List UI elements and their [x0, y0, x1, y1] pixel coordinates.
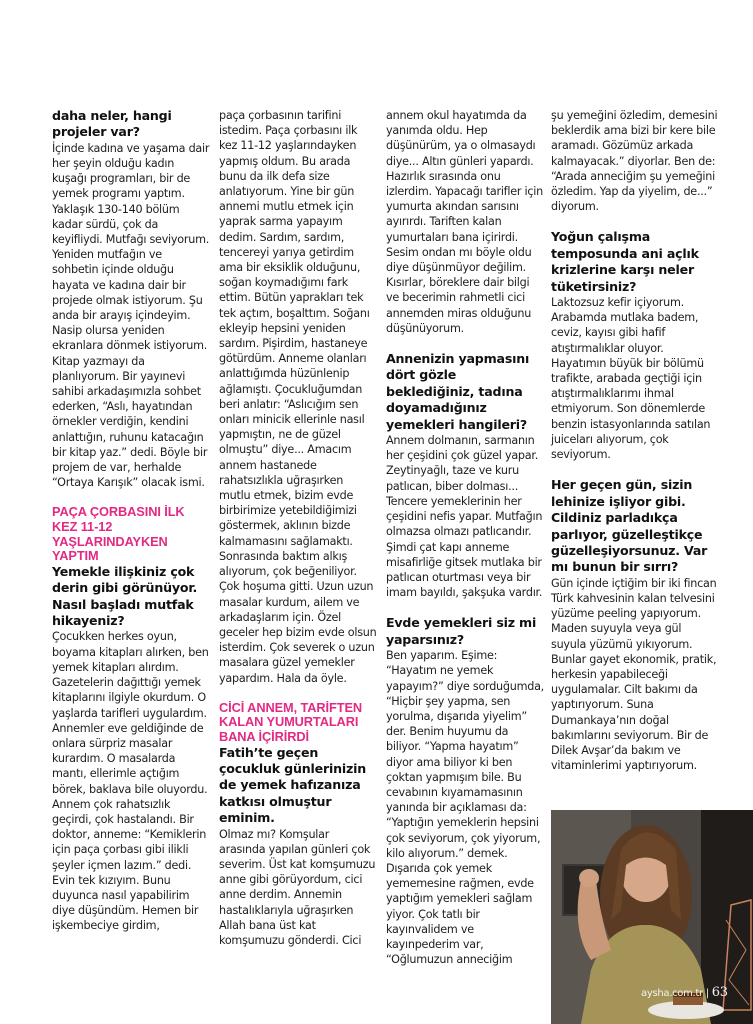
article-column-2: [219, 108, 377, 948]
question-heading: Annenizin yapmasını dört gözle beklediğiniz, tadına doyamadığınız yemekleri hangileri?: [386, 351, 530, 432]
answer-text: paça çorbasının tarifini istedim. Paça çorbasını ilk kez 11-12 yaşlarındayken yapmış oldum. Bu arada bunu da ilk defa size anlatıyorum. Yine bir gün annemi mutlu etmek için yaprak sarma yapayım dedim. Sardım, sardım, tencereyi yarıya getirdim ama bir eksiklik olduğunu, soğan koymadığımı fark ettim. Bütün yaprakları tek tek açtım, boşalttım. Soğanı ekleyip hepsini yeniden sardım. Pişirdim, hastaneye götürdüm. Anneme olanları anlattığımda hüzünlenip ağlamıştı. Çocukluğumdan beri anlatır: “Aslıcığım sen onları minicik ellerinle nasıl yapmıştın, ne de güzel olmuştu” diye... Amacım annem hastanede rahatsızlıkla uğraşırken mutlu etmek, bizim evde birbirimize yetebildiğimizi göstermek, aklının bizde kalmamasını sağlamaktı. Sonrasında baktım alkış alıyorum, çok beğeniliyor. Çok hoşuma gitti. Uzun uzun masalar kurdum, ailem ve arkadaşlarım için. Özel geceler hep bizim evde olsun isterdim. Çok severek o uzun masalara güzel yemekler yapardım. Hala da öyle.: [219, 109, 377, 685]
question-heading: Her geçen gün, sizin lehinize işliyor gibi. Cildiniz parladıkça parlıyor, güzelleştikçe güzelleşiyorsunuz. Var mı bunun bir sırrı?: [551, 477, 708, 575]
question-heading: Yoğun çalışma temposunda ani açlık krizlerine karşı neler tüketirsiniz?: [551, 229, 699, 294]
answer-text: Ben yaparım. Eşime: “Hayatım ne yemek yapayım?” diye sorduğumda, “Hiçbir şey yapma, sen yorulma, dışarıda yiyelim” der. Benim huyumu da biliyor. “Yapma hayatım” diyor ama biliyor ki ben çoktan yapmışım bile. Bu cevabının kıyamamasının yanında bir açıklaması da: “Yaptığın yemeklerin hepsini çok seviyorum, çok yiyorum, kilo alıyorum.” demek. Dışarıda çok yemek yememesine rağmen, evde yaptığım yemekleri sağlam yiyor. Çok tatlı bir kayınvalidem ve kayınpederim var, “Oğlumuzun anneciğim: [386, 649, 544, 967]
article-column-4: [551, 108, 719, 773]
section-heading: CİCİ ANNEM, TARİFTEN KALAN YUMURTALARI BANA İÇİRİRDİ: [219, 699, 363, 744]
answer-text: Gün içinde içtiğim bir iki fincan Türk kahvesinin kalan telvesini yüzüme peeling yapıyorum. Maden suyuyla veya gül suyula yüzümü yıkıyorum. Bunlar gayet ekonomik, pratik, herkesin yapabileceği uygulamalar. Cilt bakımı da yaptırıyorum. Suna Dumankaya’nın doğal bakımlarını seviyorum. Bir de Dilek Avşar’da bakım ve vitaminlerimi yaptırıyorum.: [551, 576, 717, 773]
magazine-website: aysha.com.tr: [641, 988, 703, 999]
question-heading: daha neler, hangi projeler var?: [52, 108, 172, 140]
answer-text: İçinde kadına ve yaşama dair her şeyin olduğu kadın kuşağı programları, bir de yemek programı yaptım. Yaklaşık 130-140 bölüm kadar sürdü, çok da keyifliydi. Mutfağı seviyorum. Yeniden mutfağın ve sohbetin içinde olduğu hayata ve kadına dair bir projede olmak istiyorum. Şu anda bir arayış içindeyim. Nasip olursa yeniden ekranlara dönmek istiyorum. Kitap yazmayı da planlıyorum. Bir yayınevi sahibi arkadaşımızla sohbet ederken, “Aslı, hayatından örnekler verdiğin, kendini anlattığın, ruhunu katacağın bir kitap yaz.” dedi. Böyle bir projem de var, herhalde “Ortaya Karışık” olacak ismi.: [52, 141, 210, 490]
page-footer: [641, 985, 728, 1000]
answer-text: Çocukken herkes oyun, boyama kitapları alırken, ben yemek kitapları alırdım. Gazetelerin dağıttığı yemek kitaplarını ilgiyle okurdum. O yaşlarda tarifleri uygulardım. Annemler eve geldiğinde de onlara sürpriz masalar kurardım. O masalarda mantı, ellerimle açtığım börek, baklava bile oluyordu. Annem çok rahatsızlık geçirdi, çok hastalandı. Bir doktor, anneme: “Kemiklerin için paça çorbası gibi ilikli şeyler içmen lazım.” dedi. Evin tek kızıyım. Bunu duyunca nasıl yapabilirim diye düşündüm. Hemen bir işkembeciye girdim,: [52, 630, 209, 933]
answer-text: Olmaz mı? Komşular arasında yapılan günleri çok severim. Üst kat komşumuzu anne gibi görüyordum, cici anne derdim. Annemin hastalıklarıyla uğraşırken Allah bana üst kat komşumuzu gönderdi. Cici: [219, 827, 376, 947]
page-number: 63: [711, 985, 728, 1000]
section-heading: PAÇA ÇORBASINI İLK KEZ 11-12 YAŞLARINDAYKEN YAPTIM: [52, 504, 185, 564]
article-column-3: [386, 108, 544, 967]
footer-separator: |: [705, 988, 709, 999]
answer-text: annem okul hayatımda da yanımda oldu. Hep düşünürüm, ya o olmasaydı diye... Altın günleri yapardı. Hazırlık sırasında onu izlerdim. Yapacağı tarifler için yumurta akından sarısını ayırırdı. Tariften kalan yumurtaları bana içirirdi. Sesim ondan mı böyle oldu diye düşünmüyor değilim. Kısırlar, böreklere dair bilgi ve becerimin rahmetli cici annemden miras olduğunu düşünüyorum.: [386, 109, 543, 335]
answer-text: Laktozsuz kefir içiyorum. Arabamda mutlaka badem, ceviz, kayısı gibi hafif atıştırmalıklar oluyor. Hayatımın büyük bir bölümü trafikte, arabada geçtiği için atıştırmalıklarımı ihmal etmiyorum. Son dönemlerde benzin istasyonlarında satılan juiceları alıyorum, çok seviyorum.: [551, 296, 711, 462]
question-heading: Fatih’te geçen çocukluk günlerinizin de yemek hafızanıza katkısı olmuştur eminim.: [219, 744, 366, 826]
question-heading: Yemekle ilişkiniz çok derin gibi görünüyor. Nasıl başladı mutfak hikayeniz?: [52, 563, 198, 629]
answer-text: Annem dolmanın, sarmanın her çeşidini çok güzel yapar. Zeytinyağlı, taze ve kuru patlıcan, biber dolması... Tencere yemeklerinin her çeşidini nefis yapar. Mutfağın olmazsa olmazı patlıcandır. Şimdi çat kapı anneme misafirliğe gitsek mutlaka bir patlıcan oturtması veya bir imam bayıldı, şakşuka vardır.: [386, 434, 543, 600]
article-column-1: [52, 108, 210, 934]
question-heading: Evde yemekleri siz mi yaparsınız?: [386, 615, 537, 647]
answer-text: şu yemeğini özledim, demesini beklerdik ama bizi bir kere bile aramadı. Gözümüz arkada kalmayacak.” diyorlar. Ben de: “Arada anneciğim şu yemeğini özledim. Yap da yiyelim, de...” diyorum.: [551, 109, 718, 214]
